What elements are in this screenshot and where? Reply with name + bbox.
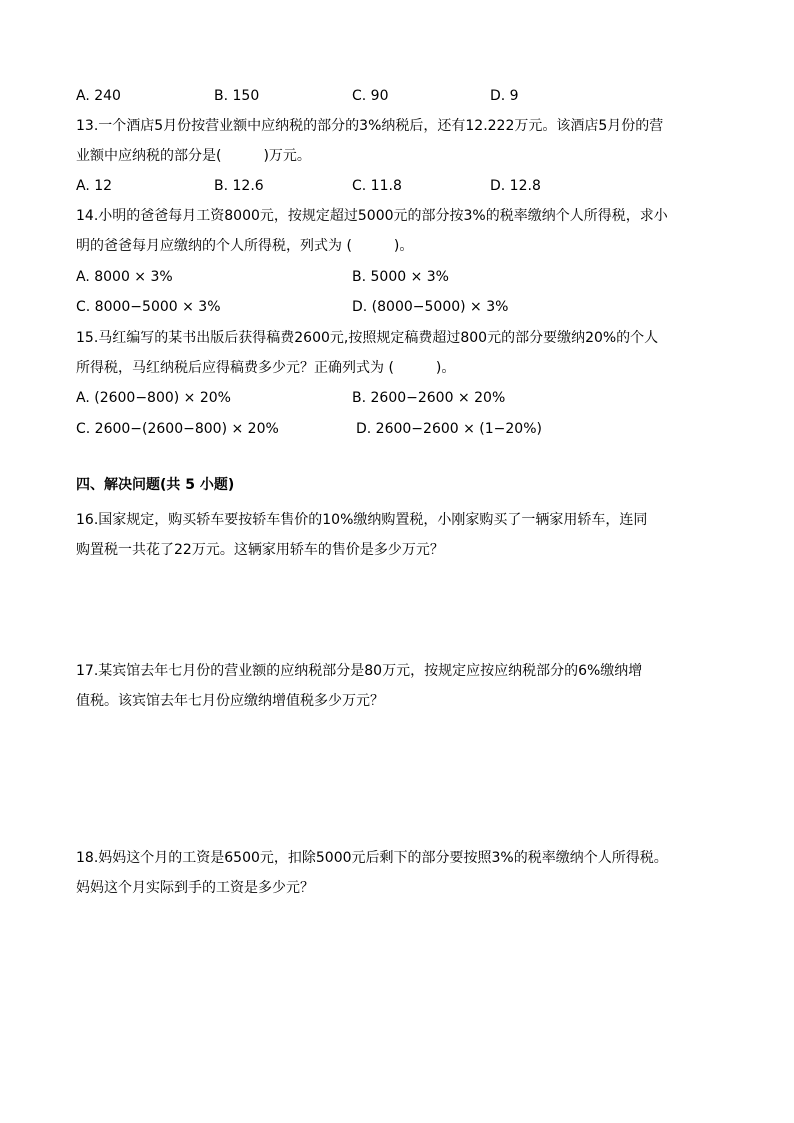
q13-line-1: 13.一个酒店5月份按营业额中应纳税的部分的3%纳税后，还有12.222万元。该酒店5月份的营 [76, 118, 664, 134]
q17-line-1: 17.某宾馆去年七月份的营业额的应纳税部分是80万元，按规定应按应纳税部分的6%缴纳增 [76, 663, 643, 679]
q13-option-c: C. 11.8 [352, 178, 402, 194]
q13-option-d: D. 12.8 [490, 178, 541, 194]
q13-option-a: A. 12 [76, 178, 113, 194]
q16-line-1: 16.国家规定，购买轿车要按轿车售价的10%缴纳购置税，小刚家购买了一辆家用轿车，连同 [76, 512, 648, 528]
section-title: 四、解决问题(共 5 小题) [76, 477, 235, 493]
q14-question [76, 201, 736, 261]
q15-line-1: 15.马红编写的某书出版后获得稿费2600元,按照规定稿费超过800元的部分要缴纳20%的个人 [76, 330, 659, 346]
q18-line-1: 18.妈妈这个月的工资是6500元，扣除5000元后剩下的部分要按照3%的税率缴纳个人所得税。 [76, 850, 668, 866]
q15-option-b: B. 2600−2600 × 20% [352, 390, 506, 406]
q14-line-2: 明的爸爸每月应缴纳的个人所得税，列式为 ( )。 [76, 238, 414, 254]
q18-line-2: 妈妈这个月实际到手的工资是多少元？ [76, 880, 314, 896]
q13-line-2: 业额中应纳税的部分是( )万元。 [76, 148, 311, 164]
q16-question [76, 505, 736, 565]
q12-option-c: C. 90 [352, 88, 389, 104]
q13-option-b: B. 12.6 [214, 178, 264, 194]
q17-line-2: 值税。该宾馆去年七月份应缴纳增值税多少万元？ [76, 693, 384, 709]
q17-question [76, 656, 736, 716]
q14-option-b: B. 5000 × 3% [352, 269, 449, 285]
q15-line-2: 所得税，马红纳税后应得稿费多少元？正确列式为 ( )。 [76, 360, 456, 376]
q14-line-1: 14.小明的爸爸每月工资8000元，按规定超过5000元的部分按3%的税率缴纳个人所得税，求小 [76, 208, 668, 224]
q13-question [76, 111, 736, 171]
q12-option-d: D. 9 [490, 88, 519, 104]
q15-option-a: A. (2600−800) × 20% [76, 390, 231, 406]
q15-option-c: C. 2600−(2600−800) × 20% [76, 421, 279, 437]
q14-option-a: A. 8000 × 3% [76, 269, 173, 285]
q12-option-b: B. 150 [214, 88, 260, 104]
q14-option-c: C. 8000−5000 × 3% [76, 299, 221, 315]
q12-option-a: A. 240 [76, 88, 121, 104]
q18-question [76, 843, 736, 903]
q14-option-d: D. (8000−5000) × 3% [352, 299, 509, 315]
q15-option-d: D. 2600−2600 × (1−20%) [356, 421, 542, 437]
q16-line-2: 购置税一共花了22万元。这辆家用轿车的售价是多少万元？ [76, 542, 444, 558]
q15-question [76, 323, 736, 383]
